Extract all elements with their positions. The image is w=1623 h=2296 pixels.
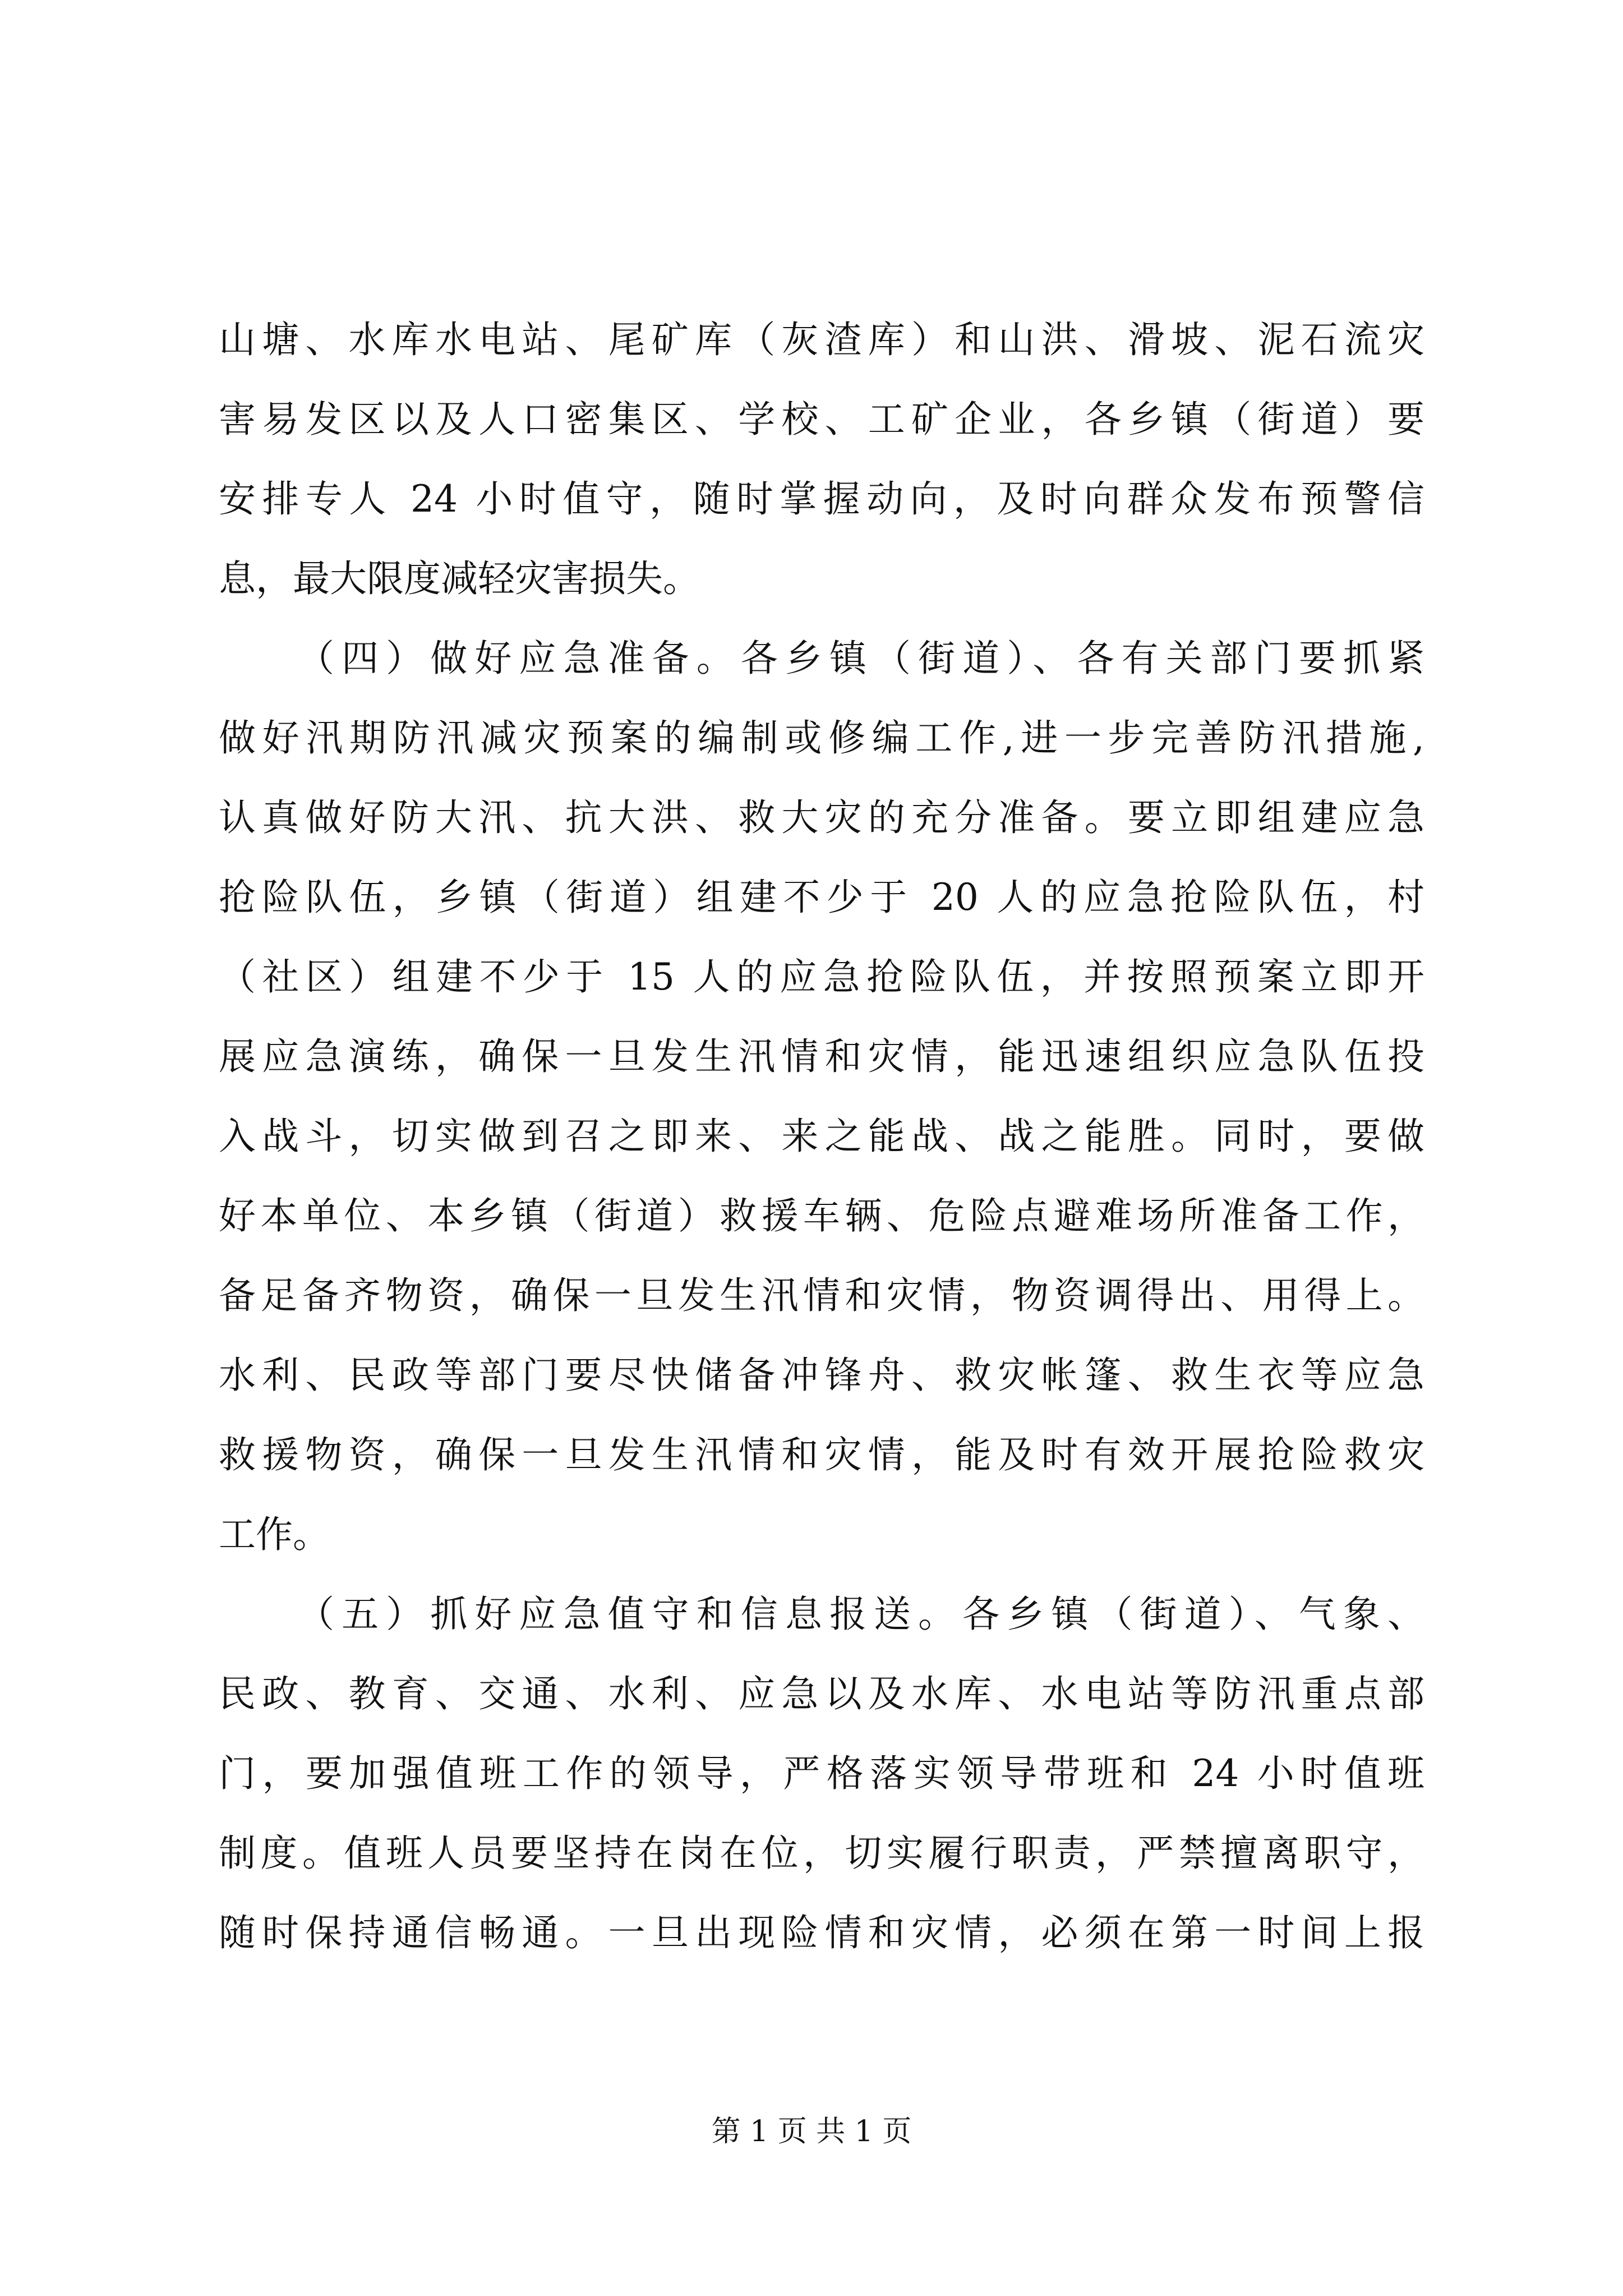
text-line: （社区）组建不少于 15 人的应急抢险队伍，并按照预案立即开 bbox=[219, 955, 1424, 999]
page-footer bbox=[0, 2109, 1623, 2154]
text-line: 做好汛期防汛减灾预案的编制或修编工作,进一步完善防汛措施, bbox=[219, 716, 1424, 760]
text-line: 认真做好防大汛、抗大洪、救大灾的充分准备。要立即组建应急 bbox=[219, 796, 1424, 839]
document-body bbox=[219, 300, 1424, 1973]
text-line: 水利、民政等部门要尽快储备冲锋舟、救灾帐篷、救生衣等应急 bbox=[219, 1354, 1424, 1397]
paragraph-start-line: （五）抓好应急值守和信息报送。各乡镇（街道）、气象、 bbox=[297, 1593, 1424, 1636]
text-line: 息，最大限度减轻灾害损失。 bbox=[219, 557, 700, 600]
text-line: 备足备齐物资，确保一旦发生汛情和灾情，物资调得出、用得上。 bbox=[219, 1274, 1424, 1317]
text-line: 安排专人 24 小时值守，随时掌握动向，及时向群众发布预警信 bbox=[219, 477, 1424, 521]
text-line: 随时保持通信畅通。一旦出现险情和灾情，必须在第一时间上报 bbox=[219, 1911, 1424, 1954]
text-line: 展应急演练，确保一旦发生汛情和灾情，能迅速组织应急队伍投 bbox=[219, 1035, 1424, 1078]
text-line: 工作。 bbox=[219, 1513, 330, 1556]
text-line: 抢险队伍，乡镇（街道）组建不少于 20 人的应急抢险队伍，村 bbox=[219, 876, 1424, 919]
text-line: 门，要加强值班工作的领导，严格落实领导带班和 24 小时值班 bbox=[219, 1752, 1424, 1795]
text-line: 制度。值班人员要坚持在岗在位，切实履行职责，严禁擅离职守， bbox=[219, 1832, 1424, 1875]
text-line: 入战斗，切实做到召之即来、来之能战、战之能胜。同时，要做 bbox=[219, 1115, 1424, 1158]
text-line: 好本单位、本乡镇（街道）救援车辆、危险点避难场所准备工作， bbox=[219, 1194, 1424, 1237]
text-line: 山塘、水库水电站、尾矿库（灰渣库）和山洪、滑坡、泥石流灾 bbox=[219, 318, 1424, 361]
text-line: 救援物资，确保一旦发生汛情和灾情，能及时有效开展抢险救灾 bbox=[219, 1433, 1424, 1476]
paragraph-start-line: （四）做好应急准备。各乡镇（街道）、各有关部门要抓紧 bbox=[297, 637, 1424, 680]
text-line: 害易发区以及人口密集区、学校、工矿企业，各乡镇（街道）要 bbox=[219, 398, 1424, 441]
text-line: 民政、教育、交通、水利、应急以及水库、水电站等防汛重点部 bbox=[219, 1672, 1424, 1715]
page-number-label: 第 1 页 共 1 页 bbox=[711, 2115, 912, 2148]
